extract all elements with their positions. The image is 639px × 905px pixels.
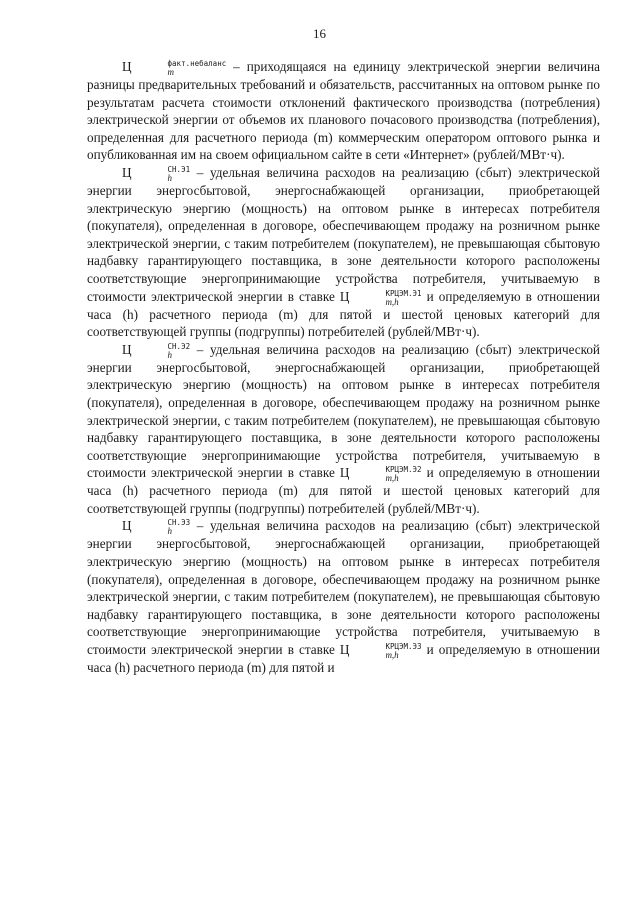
paragraph-text: – приходящаяся на единицу электрической энергии величина разницы предварительных требований и обязательств, рассчитанных на оптовом рынке по результатам расчета стоимости отклонений фактического производства (потребления) электрической энергии от объемов их планового почасового производства (потребления), определенная для расчетного периода (m) коммерческим оператором оптового рынка и опубликованная им на своем официальном сайте в сети «Интернет» (рублей/МВт·ч). — [87, 59, 600, 163]
paragraph-sn-e3 — [87, 517, 600, 676]
symbol-superscript: СН.Э3 — [167, 518, 191, 528]
inline-formula-symbol — [339, 642, 422, 661]
paragraph-text-before: – удельная величина расходов на реализацию (сбыт) электрической энергии энергосбытовой, энергоснабжающей организации, приобретающей электрическую энергию (мощность) на оптовом рынке в интересах потребителя (покупателя), определенная в договоре, обеспечивающем продажу на розничном рынке электрической энергии, с таким потребителем (покупателем), не превышающая сбытовую надбавку гарантирующего поставщика, в зоне деятельности которого расположены соответствующие энергопринимающие устройства потребителя, учитываемую в стоимости электрической энергии в ставке — [87, 518, 600, 658]
paragraph-text-after: и определяемую в отношении часа (h) расчетного периода (m) для пятой и — [87, 642, 600, 676]
symbol-superscript: факт.небаланс — [167, 59, 227, 68]
inline-symbol-letter: Ц — [339, 642, 350, 658]
symbol-letter: Ц — [122, 518, 132, 534]
document-body — [87, 58, 600, 677]
inline-symbol-superscript: КРЦЭМ.Э3 — [385, 642, 422, 652]
formula-symbol — [122, 518, 191, 537]
paragraph-sn-e1 — [87, 164, 600, 341]
inline-symbol-letter: Ц — [339, 465, 350, 481]
paragraph-text-before: – удельная величина расходов на реализацию (сбыт) электрической энергии энергосбытовой, энергоснабжающей организации, приобретающей электрическую энергию (мощность) на оптовом рынке в интересах потребителя (покупателя), определенная в договоре, обеспечивающем продажу на розничном рынке электрической энергии, с таким потребителем (покупателем), не превышающая сбытовую надбавку гарантирующего поставщика, в зоне деятельности которого расположены соответствующие энергопринимающие устройства потребителя, учитываемую в стоимости электрической энергии в ставке — [87, 164, 600, 304]
inline-symbol-superscript: КРЦЭМ.Э2 — [385, 465, 422, 475]
formula-symbol — [122, 59, 227, 77]
inline-symbol-subscript: m,h — [385, 296, 399, 307]
symbol-letter: Ц — [122, 341, 132, 357]
inline-formula-symbol — [339, 288, 422, 307]
paragraph-fact-imbalance — [87, 58, 600, 164]
symbol-subscript: h — [167, 172, 173, 183]
paragraph-text-after: и определяемую в отношении часа (h) расчетного периода (m) для пятой и шестой ценовых категорий для соответствующей группы (подгруппы) потребителей (рублей/МВт·ч). — [87, 465, 600, 516]
inline-symbol-subscript: m,h — [385, 650, 399, 661]
symbol-subscript: h — [167, 349, 173, 360]
formula-symbol — [122, 341, 191, 360]
paragraph-text-before: – удельная величина расходов на реализацию (сбыт) электрической энергии энергосбытовой, энергоснабжающей организации, приобретающей электрическую энергию (мощность) на оптовом рынке в интересах потребителя (покупателя), определенная в договоре, обеспечивающем продажу на розничном рынке электрической энергии, с таким потребителем (покупателем), не превышающая сбытовую надбавку гарантирующего поставщика, в зоне деятельности которого расположены соответствующие энергопринимающие устройства потребителя, учитываемую в стоимости электрической энергии в ставке — [87, 341, 600, 481]
symbol-subscript: m — [167, 67, 175, 77]
inline-symbol-letter: Ц — [339, 288, 350, 304]
formula-symbol — [122, 164, 191, 183]
page-number: 16 — [313, 26, 326, 41]
symbol-letter: Ц — [122, 59, 132, 74]
symbol-subscript: h — [167, 526, 173, 537]
paragraph-text-after: и определяемую в отношении часа (h) расчетного периода (m) для пятой и шестой ценовых категорий для соответствующей группы (подгруппы) потребителей (рублей/МВт·ч). — [87, 288, 600, 340]
symbol-superscript: СН.Э2 — [167, 341, 191, 351]
inline-symbol-superscript: КРЦЭМ.Э1 — [385, 288, 422, 298]
symbol-letter: Ц — [122, 164, 132, 180]
inline-symbol-subscript: m,h — [385, 473, 399, 484]
symbol-superscript: СН.Э1 — [167, 164, 191, 174]
paragraph-sn-e2 — [87, 341, 600, 518]
inline-formula-symbol — [339, 465, 422, 484]
